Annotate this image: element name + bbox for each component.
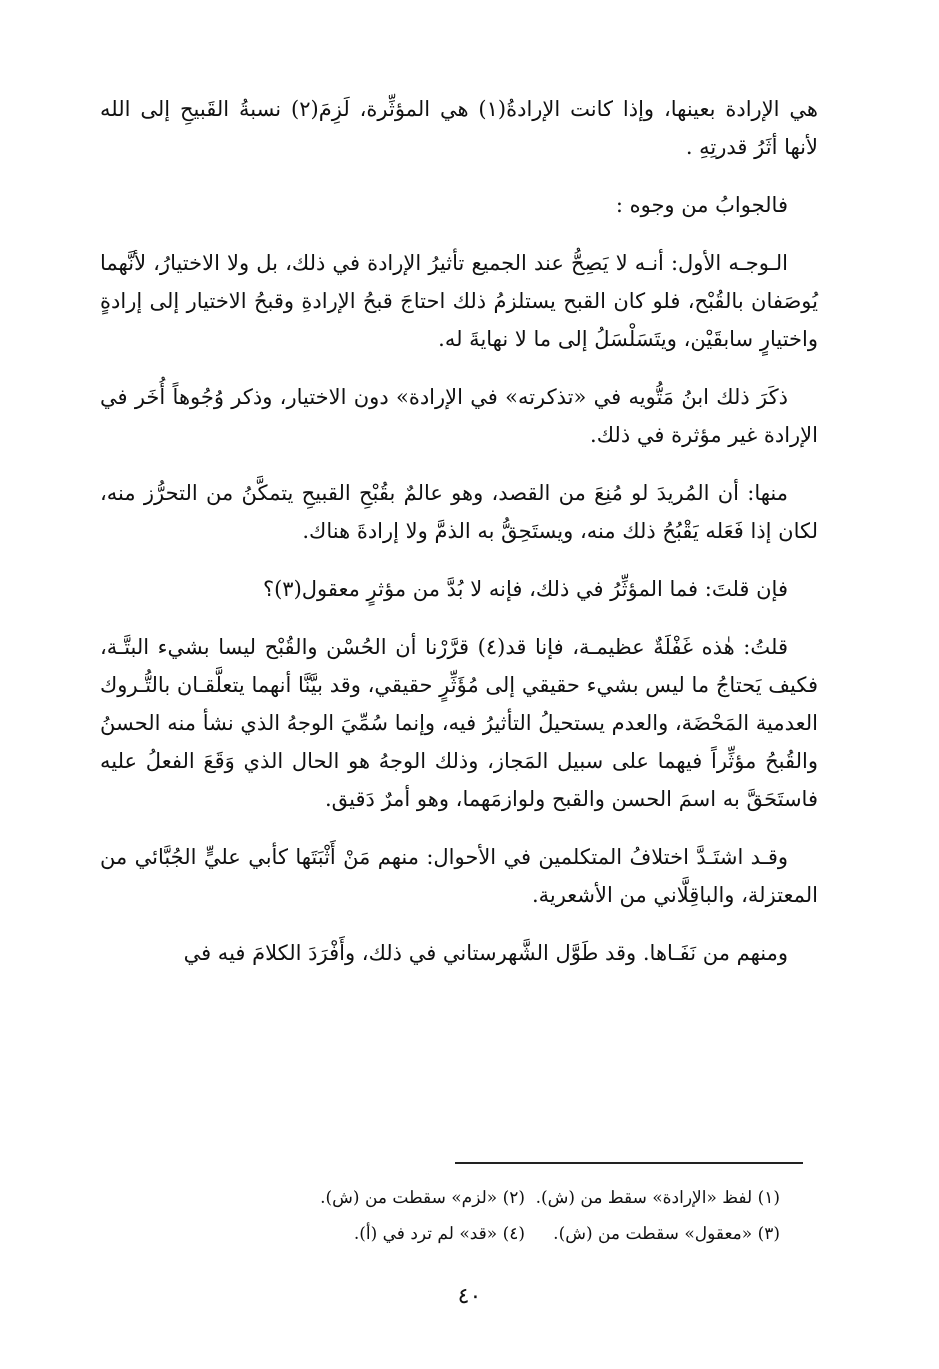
- footnote-1: (١) لفظ «الإرادة» سقط من (ش).: [535, 1188, 780, 1208]
- footnote-2: (٢) «لزم» سقطت من (ش).: [320, 1188, 525, 1208]
- footnote-3: (٣) «معقول» سقطت من (ش).: [553, 1224, 780, 1244]
- footnote-separator: [455, 1162, 803, 1164]
- footnote-row: [240, 1180, 780, 1216]
- paragraph-2: فالجوابُ من وجوه :: [615, 193, 788, 217]
- paragraph-9: ومنهم من نَفَـاها. وقد طَوَّل الشَّهرستاني في ذلك، وأَفْرَدَ الكلامَ فيه في: [183, 941, 788, 965]
- main-text: [100, 90, 818, 992]
- paragraph-5: منها: أن المُريدَ لو مُنِعَ من القصد، وهو عالمٌ بقُبْحِ القبيحِ يتمكَّنُ من التحرُّز منه، لكان إذا فَعَله يَقْبُحُ ذلك منه، ويستَحِقُّ به الذمَّ ولا إرادةَ هناك.: [100, 481, 818, 543]
- paragraph-6: فإن قلتَ: فما المؤثِّرُ في ذلك، فإنه لا بُدَّ من مؤثرٍ معقول(٣)؟: [262, 577, 788, 601]
- footnotes: [240, 1180, 780, 1252]
- page-number: ٤٠: [457, 1284, 482, 1309]
- paragraph-3: الـوجـه الأول: أنـه لا يَصِحُّ عند الجميع تأثيرُ الإرادة في ذلك، بل ولا الاختيارُ، لأنَّهما يُوصَفان بالقُبْح، فلو كان القبح يستلزمُ ذلك احتاجَ قبحُ الإرادةِ وقبحُ الاختيار إلى إرادةٍ واختيارٍ سابقَيْن، ويتَسَلْسَلُ إلى ما لا نهايةَ له.: [100, 251, 818, 351]
- footnote-row: [240, 1216, 780, 1252]
- paragraph-1: هي الإرادة بعينها، وإذا كانت الإرادةُ(١) هي المؤثِّرة، لَزِمَ(٢) نسبةُ القَبيحِ إلى الله لأنها أثَرُ قدرتِهِ .: [100, 97, 818, 159]
- footnote-4: (٤) «قد» لم ترد في (أ).: [353, 1224, 525, 1244]
- paragraph-4: ذكَرَ ذلك ابنُ مَتُّويه في «تذكرته» في الإرادة» دون الاختيار، وذكر وُجُوهاً أُخَر في الإرادة غير مؤثرة في ذلك.: [100, 385, 818, 447]
- paragraph-7: قلتُ: هٰذه غَفْلَةٌ عظيمـة، فإنا قد(٤) قرَّرْنا أن الحُسْن والقُبْح ليسا بشيء البتَّـة، فكيف يَحتاجُ ما ليس بشيء حقيقي إلى مُؤَثِّرٍ حقيقي، وقد بيَّنَّا أنهما يتعلَّقـان بالتُّـروك العدمية المَحْضَة، والعدم يستحيلُ التأثيرُ فيه، وإنما سُمِّيَ الوجهُ الذي نشأ منه الحسنُ والقُبحُ مؤثِّراً فيهما على سبيل المَجاز، وذلك الوجهُ هو الحال الذي وَقَعَ الفعلُ عليه فاستَحَقَّ به اسمَ الحسن والقبح ولوازمَهما، وهو أمرٌ دَقيق.: [100, 635, 818, 811]
- paragraph-8: وقـد اشتَـدَّ اختلافُ المتكلمين في الأحوال: منهم مَنْ أَثْبَتَها كأبي عليٍّ الجُبَّائي من المعتزلة، والباقِلَّاني من الأشعرية.: [100, 845, 818, 907]
